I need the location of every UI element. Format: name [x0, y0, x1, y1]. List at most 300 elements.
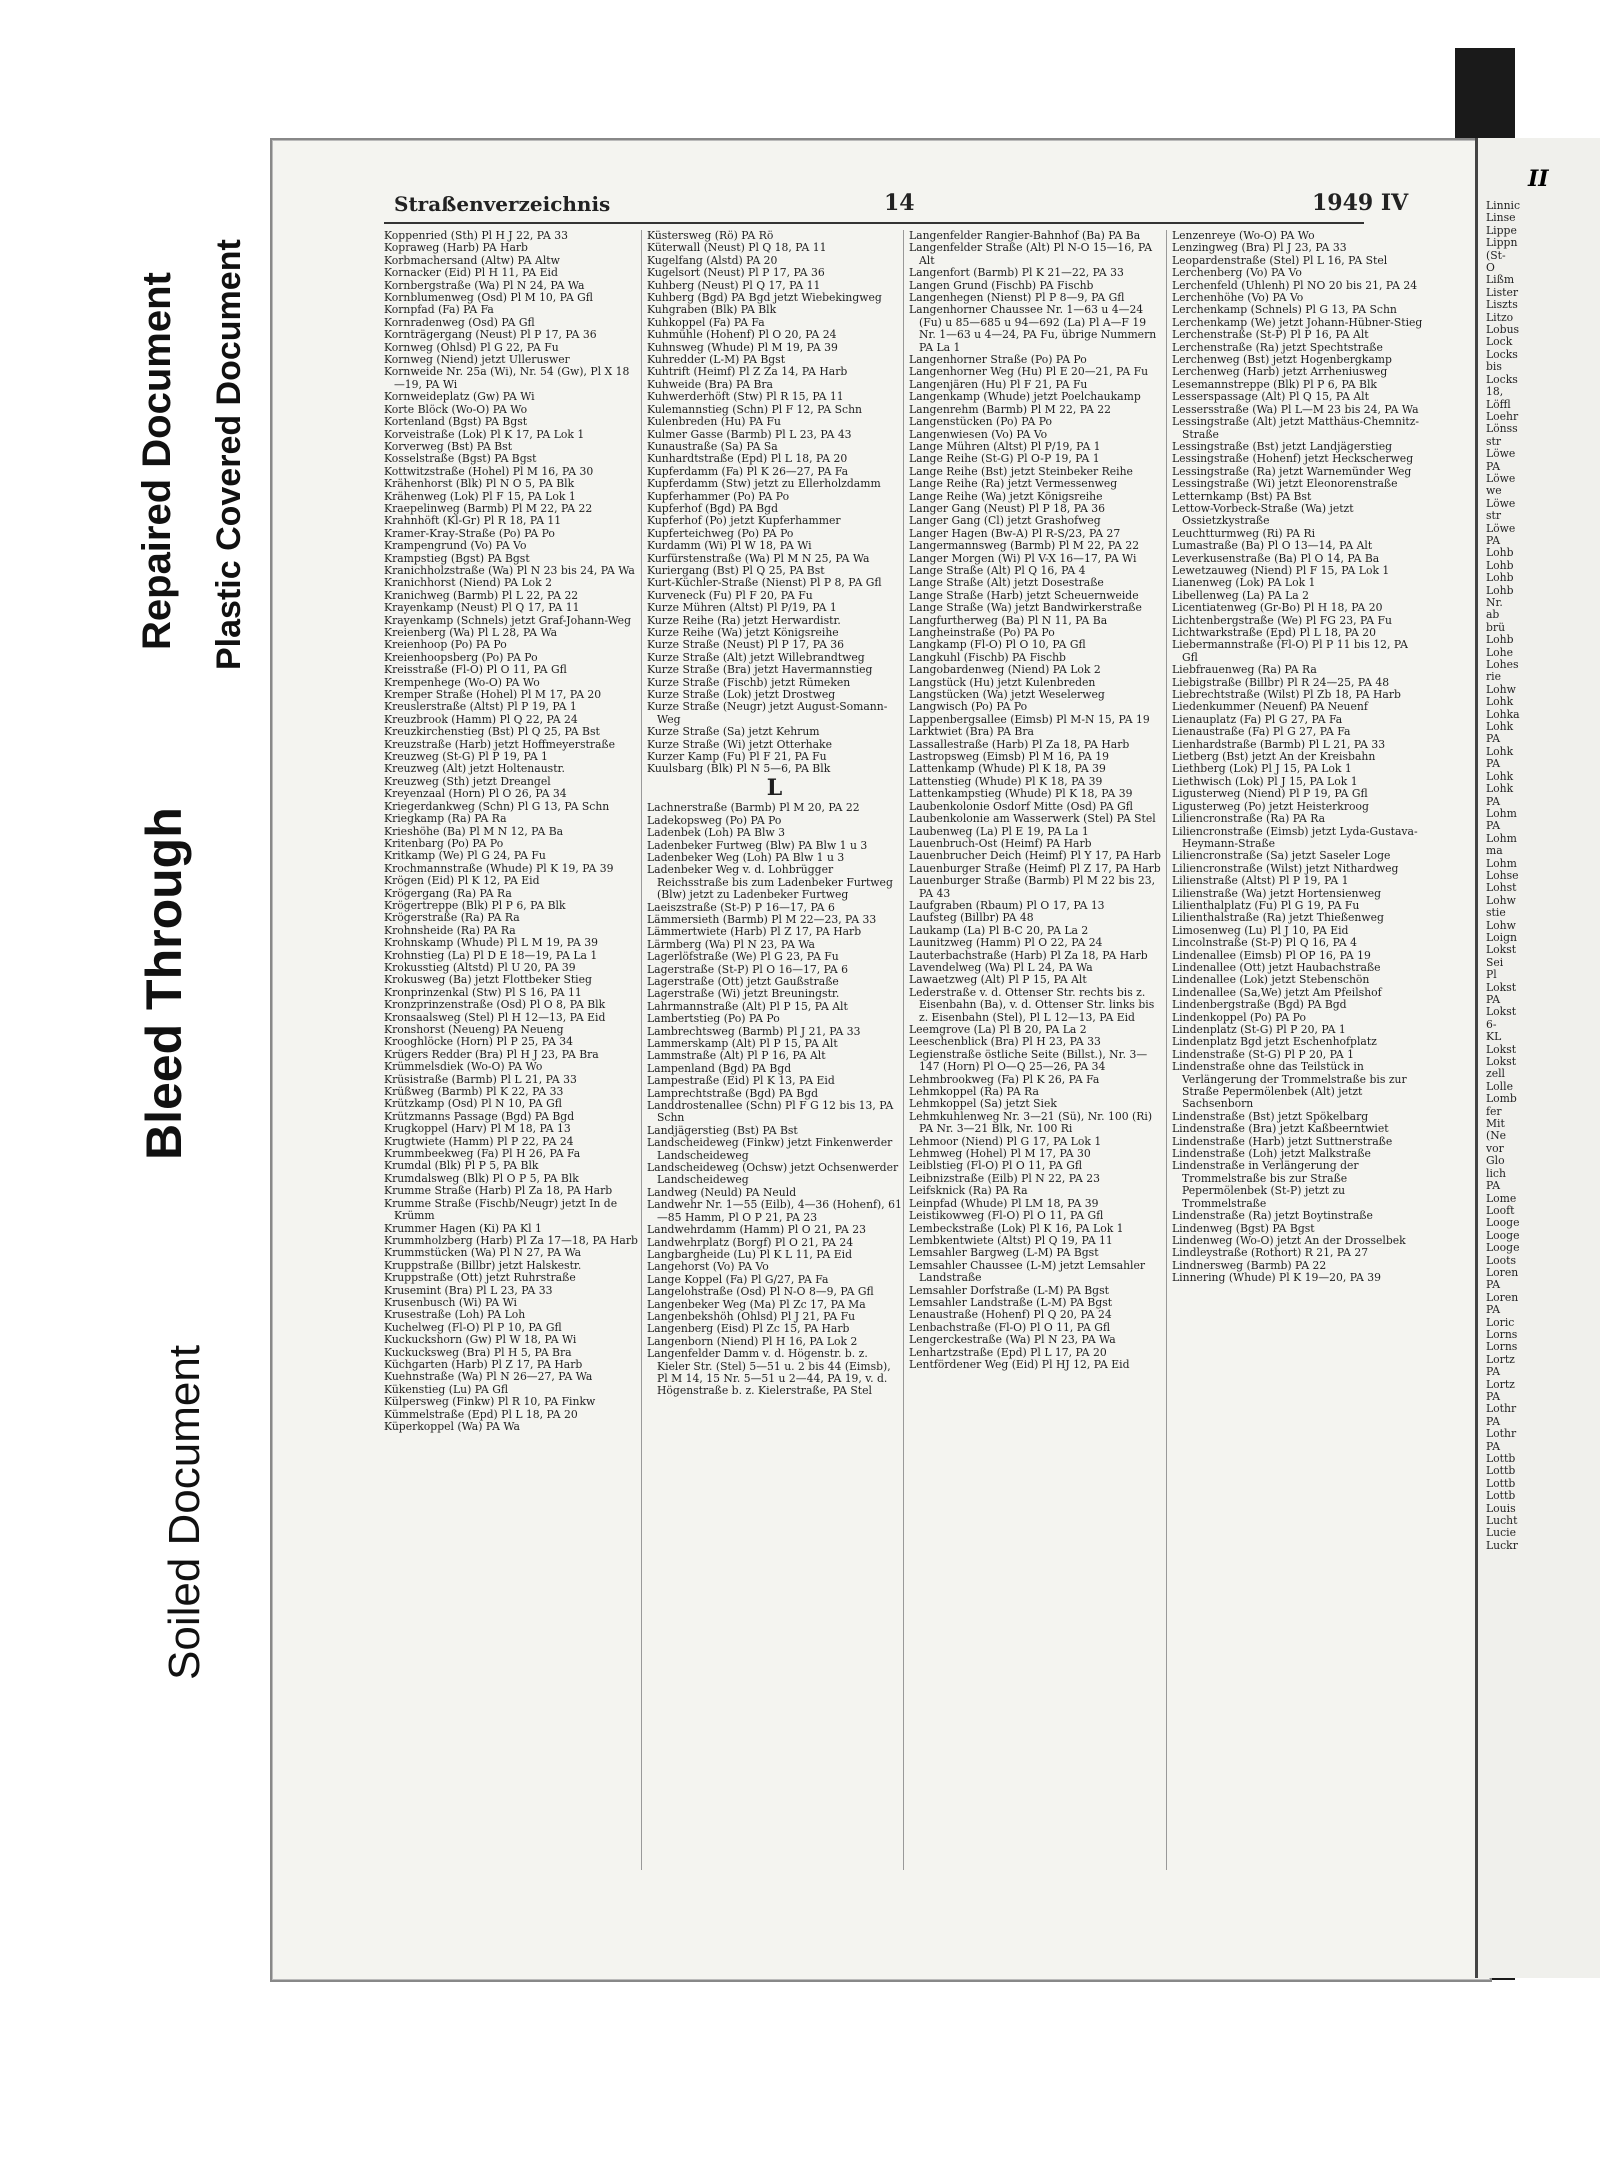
street-entry: Krohnstieg (La) Pl D E 18—19, PA La 1 — [384, 948, 598, 962]
street-entry: Lindenallee (Eimsb) Pl OP 16, PA 19 — [1172, 948, 1371, 962]
street-entry: Laufgraben (Rbaum) Pl O 17, PA 13 — [909, 898, 1105, 912]
page-year: 1949 IV — [1312, 190, 1409, 216]
next-page-line: 6- — [1486, 1017, 1497, 1031]
street-entry: Lindenplatz Bgd jetzt Eschenhofplatz — [1172, 1035, 1377, 1049]
street-entry: Külpersweg (Finkw) Pl R 10, PA Finkw — [384, 1395, 596, 1409]
street-entry: Lehmweg (Hohel) Pl M 17, PA 30 — [909, 1147, 1091, 1161]
next-page-line: Lippn — [1486, 236, 1518, 250]
street-entry: Lindenstraße in Verlängerung der Trommelstraße bis zur Straße Pepermölenbek (St-P) jetzt zu Trommelstraße — [1172, 1159, 1359, 1210]
street-entry: Lagerlöfstraße (We) Pl G 23, PA Fu — [647, 950, 839, 964]
street-entry: Kuchelweg (Fl-O) Pl P 10, PA Gfl — [384, 1320, 562, 1334]
soiled-document-label: Soiled Document — [160, 1344, 209, 1680]
next-page-line: Lohb — [1486, 583, 1514, 597]
street-entry: Kriegkamp (Ra) PA Ra — [384, 812, 507, 826]
street-entry: Kuriergang (Bst) Pl Q 25, PA Bst — [647, 563, 825, 577]
next-page-line: Lohw — [1486, 893, 1516, 907]
street-entry: Lehmbrookweg (Fa) Pl K 26, PA Fa — [909, 1072, 1100, 1086]
page-title: Straßenverzeichnis — [394, 192, 611, 216]
street-entry: Krögen (Eid) Pl K 12, PA Eid — [384, 874, 540, 888]
next-page-line: Louis — [1486, 1501, 1516, 1515]
street-entry: Leifsknick (Ra) PA Ra — [909, 1184, 1028, 1198]
next-page-line: Pl — [1486, 968, 1497, 982]
street-entry: Lindenplatz (St-G) Pl P 20, PA 1 — [1172, 1023, 1346, 1036]
street-entry: Kuhtrift (Heimf) Pl Z Za 14, PA Harb — [647, 365, 848, 379]
next-page-line: PA — [1486, 1303, 1501, 1317]
next-page-line: Loric — [1486, 1315, 1515, 1329]
street-entry: Libellenweg (La) PA La 2 — [1172, 588, 1310, 602]
next-page-line: Looft — [1486, 1203, 1515, 1217]
column-2 — [647, 230, 902, 1398]
street-entry: Lindleystraße (Rothort) R 21, PA 27 — [1172, 1246, 1369, 1260]
street-entry: Lauenbrucher Deich (Heimf) Pl Y 17, PA Harb — [909, 849, 1161, 863]
street-entry: Kuhberg (Bgd) PA Bgd jetzt Wiebekingweg — [647, 291, 882, 305]
street-entry: Lemsahler Chaussee (L-M) jetzt Lemsahler Landstraße — [909, 1258, 1146, 1285]
street-entry: Krummholzberg (Harb) Pl Za 17—18, PA Harb — [384, 1233, 638, 1247]
page-number: 14 — [884, 190, 915, 216]
next-page-line: rie — [1486, 670, 1502, 684]
street-entry: Lange Reihe (Ra) jetzt Vermessenweg — [909, 477, 1118, 491]
street-entry: Lindenstraße (Harb) jetzt Suttnerstraße — [1172, 1134, 1393, 1148]
street-entry: Kriegerdankweg (Schn) Pl G 13, PA Schn — [384, 799, 610, 813]
next-page-line: Lomb — [1486, 1092, 1517, 1106]
header-rule — [384, 222, 1364, 224]
street-entry: Kunaustraße (Sa) PA Sa — [647, 439, 778, 453]
column-divider — [641, 230, 642, 1870]
street-entry: Kruppstraße (Ott) jetzt Ruhrstraße — [384, 1271, 576, 1285]
street-entry: Kornbergstraße (Wa) Pl N 24, PA Wa — [384, 278, 585, 292]
next-page-line: Lome — [1486, 1191, 1517, 1205]
next-page-line: PA — [1486, 1365, 1501, 1379]
street-entry: Langer Gang (Neust) Pl P 18, PA 36 — [909, 501, 1106, 515]
next-page-line: Looge — [1486, 1216, 1520, 1230]
street-entry: Lietberg (Bst) jetzt An der Kreisbahn — [1172, 750, 1376, 764]
street-entry: Liebrechtstraße (Wilst) Pl Zb 18, PA Harb — [1172, 688, 1401, 702]
street-entry: Küterwall (Neust) Pl Q 18, PA 11 — [647, 241, 827, 255]
next-page-line: Lorns — [1486, 1340, 1518, 1354]
street-entry: Lilienthalplatz (Fu) Pl G 19, PA Fu — [1172, 898, 1360, 912]
street-entry: Kurze Reihe (Wa) jetzt Königsreihe — [647, 626, 839, 639]
street-entry: Korbmachersand (Altw) PA Altw — [384, 253, 560, 267]
street-entry: Kurze Straße (Neugr) jetzt August-Somann-Weg — [647, 700, 888, 726]
street-entry: Langehorst (Vo) PA Vo — [647, 1260, 769, 1274]
street-entry: Kremper Straße (Hohel) Pl M 17, PA 20 — [384, 688, 602, 702]
street-entry: Krüsistraße (Barmb) Pl L 21, PA 33 — [384, 1072, 577, 1086]
next-page-line: Lohst — [1486, 881, 1517, 895]
street-entry: Krützmanns Passage (Bgd) PA Bgd — [384, 1109, 575, 1123]
next-page-line: Locks — [1486, 372, 1518, 386]
street-entry: Kritkamp (We) Pl G 24, PA Fu — [384, 849, 546, 863]
street-entry: Lattenkamp (Whude) Pl K 18, PA 39 — [909, 762, 1106, 776]
next-page-line: Lohb — [1486, 558, 1514, 572]
street-entry: Krumme Straße (Harb) Pl Za 18, PA Harb — [384, 1184, 613, 1198]
street-entry: Langer Hagen (Bw-A) Pl R-S/23, PA 27 — [909, 526, 1121, 540]
street-entry: Liliencronstraße (Ra) PA Ra — [1172, 812, 1326, 826]
street-entry: Liebfrauenweg (Ra) PA Ra — [1172, 663, 1317, 677]
street-entry: Korveistraße (Lok) Pl K 17, PA Lok 1 — [384, 427, 585, 441]
next-page-line: Lothr — [1486, 1427, 1517, 1441]
next-page-line: PA — [1486, 819, 1501, 833]
street-entry: Laufsteg (Billbr) PA 48 — [909, 911, 1034, 925]
street-entry: Kronshorst (Neueng) PA Neueng — [384, 1023, 564, 1036]
street-entry: Lindenkoppel (Po) PA Po — [1172, 1010, 1306, 1024]
next-page-line: (Ne — [1486, 1129, 1507, 1143]
next-page-line: Löwe — [1486, 521, 1516, 535]
street-entry: Kreienberg (Wa) Pl L 28, PA Wa — [384, 626, 558, 639]
street-entry: Lewetzauweg (Niend) Pl F 15, PA Lok 1 — [1172, 563, 1390, 577]
next-page-line: brü — [1486, 620, 1506, 634]
next-page-line: we — [1486, 484, 1502, 498]
next-page-line: Loren — [1486, 1265, 1519, 1279]
street-entry: Leeschenblick (Bra) Pl H 23, PA 33 — [909, 1035, 1101, 1049]
next-page-line: Lohes — [1486, 658, 1519, 672]
street-entry: Kupferteichweg (Po) PA Po — [647, 526, 794, 540]
street-entry: Kronsaalsweg (Stel) Pl H 12—13, PA Eid — [384, 1010, 606, 1024]
street-entry: Ladenbeker Weg v. d. Lohbrügger Reichsstraße bis zum Ladenbeker Furtweg (Blw) jetzt zu Ladenbeker Furtweg — [647, 863, 893, 902]
street-entry: Küperkoppel (Wa) PA Wa — [384, 1420, 520, 1433]
street-entry: Langbargheide (Lu) Pl K L 11, PA Eid — [647, 1247, 853, 1261]
street-entry: Kupferhof (Po) jetzt Kupferhammer — [647, 514, 841, 528]
next-page-line: Lohk — [1486, 744, 1514, 758]
street-entry: Lauenburger Straße (Barmb) Pl M 22 bis 23, PA 43 — [909, 874, 1156, 900]
street-entry: Lenzingweg (Bra) Pl J 23, PA 33 — [1172, 241, 1347, 255]
street-entry: Lämmersieth (Barmb) Pl M 22—23, PA 33 — [647, 912, 877, 926]
street-entry: Langenberg (Eisd) Pl Zc 15, PA Harb — [647, 1322, 850, 1336]
street-entry: Krempenhege (Wo-O) PA Wo — [384, 675, 540, 689]
street-entry: Langenhorner Chaussee Nr. 1—63 u 4—24 (Fu) u 85—685 u 94—692 (La) Pl A—F 19 Nr. 1—63 u 4—24, PA Fu, übrige Nummern PA La 1 — [909, 303, 1157, 354]
next-page-line: Lolle — [1486, 1079, 1513, 1093]
street-entry: Liebermannstraße (Fl-O) Pl P 11 bis 12, PA Gfl — [1172, 638, 1408, 664]
street-entry: Kulenbreden (Hu) PA Fu — [647, 415, 781, 429]
street-entry: Lindenstraße (Ra) jetzt Boytinstraße — [1172, 1209, 1373, 1223]
street-entry: Lerchenhöhe (Vo) PA Vo — [1172, 291, 1304, 305]
street-entry: Kreisstraße (Fl-O) Pl O 11, PA Gfl — [384, 663, 567, 677]
street-entry: Liethberg (Lok) Pl J 15, PA Lok 1 — [1172, 762, 1352, 776]
street-entry: Lindenstraße ohne das Teilstück in Verlängerung der Trommelstraße bis zur Straße Pepermölenbek (Alt) jetzt Sachsenborn — [1172, 1060, 1407, 1111]
street-entry: Kreuslerstraße (Altst) Pl P 19, PA 1 — [384, 700, 577, 714]
street-entry: Langenjären (Hu) Pl F 21, PA Fu — [909, 377, 1088, 391]
street-entry: Lesserspassage (Alt) Pl Q 15, PA Alt — [1172, 390, 1369, 404]
street-entry: Langenfelder Damm v. d. Högenstr. b. z. Kieler Str. (Stel) 5—51 u. 2 bis 44 (Eimsb), Pl M 14, 15 Nr. 5—51 u 2—44, PA 19, v. d. Högenstraße b. z. Kielerstraße, PA Stel — [647, 1347, 891, 1398]
street-entry: Kritenbarg (Po) PA Po — [384, 836, 504, 850]
street-entry: Krahnhöft (Kl-Gr) Pl R 18, PA 11 — [384, 514, 562, 528]
next-page-sliver — [1475, 138, 1600, 1978]
street-entry: Lampestraße (Eid) Pl K 13, PA Eid — [647, 1074, 835, 1088]
next-page-line: lich — [1486, 1166, 1506, 1180]
street-entry: Ladenbeker Furtweg (Blw) PA Blw 1 u 3 — [647, 838, 868, 852]
street-entry: Lichtenbergstraße (We) Pl FG 23, PA Fu — [1172, 613, 1392, 627]
next-page-line: Lippe — [1486, 223, 1517, 237]
street-entry: Lehmoor (Niend) Pl G 17, PA Lok 1 — [909, 1134, 1102, 1148]
next-page-line: zell — [1486, 1067, 1505, 1081]
street-entry: Liliencronstraße (Sa) jetzt Saseler Loge — [1172, 849, 1391, 863]
street-entry: Kurze Straße (Alt) jetzt Willebrandtweg — [647, 650, 865, 664]
street-entry: Lammerskamp (Alt) Pl P 15, PA Alt — [647, 1037, 838, 1050]
next-page-line: PA — [1486, 993, 1501, 1006]
street-entry: Langkuhl (Fischb) PA Fischb — [909, 650, 1066, 664]
street-entry: Lengerckestraße (Wa) Pl N 23, PA Wa — [909, 1333, 1116, 1347]
street-entry: Liebigstraße (Billbr) Pl R 24—25, PA 48 — [1172, 675, 1390, 689]
next-page-line: Lohb — [1486, 633, 1514, 647]
street-entry: Linnering (Whude) Pl K 19—20, PA 39 — [1172, 1271, 1382, 1285]
street-entry: Kupferhof (Bgd) PA Bgd — [647, 501, 778, 515]
street-entry: Lange Reihe (Bst) jetzt Steinbeker Reihe — [909, 464, 1133, 478]
street-entry: Krützkamp (Osd) Pl N 10, PA Gfl — [384, 1097, 562, 1111]
street-entry: Kronprinzenkal (Stw) Pl S 16, PA 11 — [384, 985, 582, 999]
next-page-line: Löwe — [1486, 471, 1516, 485]
street-entry: Lange Reihe (St-G) Pl O-P 19, PA 1 — [909, 452, 1100, 466]
street-entry: Lerchenweg (Harb) jetzt Arrheniusweg — [1172, 365, 1388, 379]
street-entry: Lerchenstraße (Ra) jetzt Spechtstraße — [1172, 340, 1383, 354]
next-page-line: Lönss — [1486, 422, 1518, 436]
next-page-line: Lohk — [1486, 782, 1514, 796]
street-entry: Kornblumenweg (Osd) Pl M 10, PA Gfl — [384, 291, 593, 305]
next-page-line: Lohk — [1486, 769, 1514, 783]
column-4 — [1172, 230, 1427, 1285]
street-entry: Lindenallee (Lok) jetzt Stebenschön — [1172, 973, 1370, 987]
next-page-line: PA — [1486, 459, 1501, 473]
street-entry: Krummbeekweg (Fa) Pl H 26, PA Fa — [384, 1147, 581, 1161]
street-entry: Lambertstieg (Po) PA Po — [647, 1012, 780, 1026]
street-entry: Langer Morgen (Wi) Pl V-X 16—17, PA Wi — [909, 551, 1137, 565]
street-entry: Lessingstraße (Ra) jetzt Warnemünder Weg — [1172, 464, 1412, 478]
street-entry: Lauenbruch-Ost (Heimf) PA Harb — [909, 836, 1092, 850]
street-entry: Lindnersweg (Barmb) PA 22 — [1172, 1258, 1327, 1272]
street-entry: Langermannsweg (Barmb) Pl M 22, PA 22 — [909, 539, 1140, 553]
next-page-line: Loren — [1486, 1290, 1519, 1304]
street-entry: Leinpfad (Whude) Pl LM 18, PA 39 — [909, 1196, 1099, 1210]
next-page-line: Lohm — [1486, 806, 1517, 820]
next-page-line: Linnic — [1486, 199, 1521, 212]
street-entry: Lindenbergstraße (Bgd) PA Bgd — [1172, 998, 1347, 1012]
street-entry: Kurfürstenstraße (Wa) Pl M N 25, PA Wa — [647, 551, 870, 565]
street-entry: Lawaetzweg (Alt) Pl P 15, PA Alt — [909, 973, 1087, 987]
next-page-line: str — [1486, 434, 1502, 448]
street-entry: Langenfelder Rangier-Bahnhof (Ba) PA Ba — [909, 229, 1141, 242]
street-entry: Krayenkamp (Schnels) jetzt Graf-Johann-Weg — [384, 613, 631, 627]
street-entry: Ladenbek (Loh) PA Blw 3 — [647, 826, 786, 840]
next-page-line: ma — [1486, 844, 1503, 858]
street-entry: Leopardenstraße (Stel) Pl L 16, PA Stel — [1172, 253, 1388, 267]
street-entry: Lämmertwiete (Harb) Pl Z 17, PA Harb — [647, 925, 862, 939]
street-entry: Lattenstieg (Whude) Pl K 18, PA 39 — [909, 774, 1103, 788]
next-page-line: PA — [1486, 1278, 1501, 1292]
street-entry: Langobardenweg (Niend) PA Lok 2 — [909, 663, 1101, 677]
street-entry: Kurveneck (Fu) Pl F 20, PA Fu — [647, 588, 813, 602]
column-divider — [1166, 230, 1167, 1870]
street-entry: Leistikowweg (Fl-O) Pl O 11, PA Gfl — [909, 1209, 1104, 1223]
street-entry: Lerchenkamp (Schnels) Pl G 13, PA Schn — [1172, 303, 1397, 317]
street-entry: Lindenstraße (Loh) jetzt Malkstraße — [1172, 1147, 1371, 1161]
street-entry: Küstersweg (Rö) PA Rö — [647, 229, 774, 242]
street-entry: Lange Straße (Alt) jetzt Dosestraße — [909, 576, 1104, 590]
street-entry: Lessingstraße (Alt) jetzt Matthäus-Chemnitz-Straße — [1172, 415, 1420, 441]
street-entry: Kuulsbarg (Blk) Pl N 5—6, PA Blk — [647, 762, 831, 776]
street-entry: Langenfelder Straße (Alt) Pl N-O 15—16, PA Alt — [909, 241, 1153, 267]
street-entry: Legienstraße östliche Seite (Billst.), Nr. 3—147 (Horn) Pl O—Q 25—26, PA 34 — [909, 1047, 1148, 1074]
street-entry: Kurze Straße (Sa) jetzt Kehrum — [647, 725, 820, 739]
street-entry: Kreuzstraße (Harb) jetzt Hoffmeyerstraße — [384, 737, 616, 751]
street-entry: Lemsahler Dorfstraße (L-M) PA Bgst — [909, 1283, 1109, 1297]
street-entry: Kruppstraße (Billbr) jetzt Halskestr. — [384, 1258, 582, 1272]
street-entry: Lessingstraße (Hohenf) jetzt Heckscherweg — [1172, 452, 1414, 466]
next-page-line: str — [1486, 509, 1502, 523]
next-page-line: Loign — [1486, 930, 1517, 944]
next-page-column — [1486, 200, 1600, 1552]
street-entry: Letternkamp (Bst) PA Bst — [1172, 489, 1312, 503]
next-page-line: Lobus — [1486, 323, 1520, 337]
street-entry: Krügers Redder (Bra) Pl H J 23, PA Bra — [384, 1047, 599, 1061]
next-page-line: PA — [1486, 732, 1501, 746]
street-entry: Kugelsort (Neust) Pl P 17, PA 36 — [647, 266, 825, 280]
street-entry: Kurze Mühren (Altst) Pl P/19, PA 1 — [647, 601, 837, 615]
street-entry: Lammstraße (Alt) Pl P 16, PA Alt — [647, 1049, 826, 1063]
street-entry: Launitzweg (Hamm) Pl O 22, PA 24 — [909, 936, 1103, 950]
street-entry: Krochmannstraße (Whude) Pl K 19, PA 39 — [384, 861, 614, 875]
next-page-line: Linse — [1486, 211, 1516, 225]
street-entry: Kupferdamm (Fa) Pl K 26—27, PA Fa — [647, 464, 849, 478]
street-entry: Langenrehm (Barmb) Pl M 22, PA 22 — [909, 402, 1112, 416]
street-entry: Kornpfad (Fa) PA Fa — [384, 303, 494, 317]
street-entry: Krusemint (Bra) Pl L 23, PA 33 — [384, 1283, 553, 1297]
street-entry: Landscheideweg (Finkw) jetzt Finkenwerder Landscheideweg — [647, 1136, 893, 1162]
next-page-line: bis — [1486, 360, 1502, 374]
street-entry: Landweg (Neuld) PA Neuld — [647, 1185, 797, 1199]
street-entry: Krohnskamp (Whude) Pl L M 19, PA 39 — [384, 936, 598, 950]
street-entry: Kurze Straße (Bra) jetzt Havermannstieg — [647, 663, 873, 677]
street-entry: Landdrostenallee (Schn) Pl F G 12 bis 13, PA Schn — [647, 1099, 894, 1125]
street-entry: Krögerstraße (Ra) PA Ra — [384, 911, 520, 925]
street-entry: Lerchenstraße (St-P) Pl P 16, PA Alt — [1172, 328, 1369, 342]
next-page-line: Mit — [1486, 1117, 1505, 1131]
street-entry: Lambrechtsweg (Barmb) Pl J 21, PA 33 — [647, 1024, 861, 1038]
street-entry: Krögertreppe (Blk) Pl P 6, PA Blk — [384, 898, 566, 912]
street-entry: Lappenbergsallee (Eimsb) Pl M-N 15, PA 19 — [909, 712, 1150, 726]
next-page-line: Lottb — [1486, 1464, 1516, 1478]
street-entry: Krähenweg (Lok) Pl F 15, PA Lok 1 — [384, 489, 576, 503]
street-entry: Langenhorner Weg (Hu) Pl E 20—21, PA Fu — [909, 365, 1149, 379]
street-entry: Krugkoppel (Harv) Pl M 18, PA 13 — [384, 1122, 571, 1136]
street-entry: Lenaustraße (Hohenf) Pl Q 20, PA 24 — [909, 1308, 1112, 1322]
street-entry: Lilienthalstraße (Ra) jetzt Thießenweg — [1172, 911, 1384, 925]
next-page-line: PA — [1486, 1439, 1501, 1453]
street-entry: Lilienstraße (Wa) jetzt Hortensienweg — [1172, 886, 1382, 900]
street-entry: Kornträgergang (Neust) Pl P 17, PA 36 — [384, 328, 597, 342]
next-page-line: Loots — [1486, 1253, 1517, 1267]
street-entry: Krooghlöcke (Horn) Pl P 25, PA 34 — [384, 1035, 574, 1049]
street-entry: Lessingstraße (Wi) jetzt Eleonorenstraße — [1172, 477, 1398, 491]
street-entry: Lembkentwiete (Altst) Pl Q 19, PA 11 — [909, 1233, 1113, 1247]
street-entry: Kuhgraben (Blk) PA Blk — [647, 303, 777, 317]
street-entry: Landwehrdamm (Hamm) Pl O 21, PA 23 — [647, 1223, 866, 1237]
street-entry: Lienauplatz (Fa) Pl G 27, PA Fa — [1172, 712, 1343, 726]
street-entry: Leuchtturmweg (Ri) PA Ri — [1172, 526, 1316, 540]
street-entry: Langen Grund (Fischb) PA Fischb — [909, 278, 1094, 292]
street-entry: Kükenstieg (Lu) PA Gfl — [384, 1382, 509, 1396]
column-divider — [903, 230, 904, 1870]
next-page-line: Lucht — [1486, 1514, 1518, 1528]
street-entry: Lemsahler Landstraße (L-M) PA Bgst — [909, 1295, 1113, 1309]
next-page-line: Lißm — [1486, 273, 1515, 287]
street-entry: Lichtwarkstraße (Epd) Pl L 18, PA 20 — [1172, 626, 1377, 639]
next-page-line: Lorns — [1486, 1327, 1518, 1341]
street-entry: Kronzprinzenstraße (Osd) Pl O 8, PA Blk — [384, 998, 606, 1012]
street-entry: Lettow-Vorbeck-Straße (Wa) jetzt Ossietzkystraße — [1172, 501, 1354, 528]
street-entry: Kreuzweg (Alt) jetzt Holtenaustr. — [384, 762, 565, 776]
next-page-line: Lohm — [1486, 831, 1517, 845]
next-page-title: II — [1528, 166, 1549, 192]
next-page-line: Lohka — [1486, 707, 1520, 721]
street-entry: Kreuzweg (Sth) jetzt Dreangel — [384, 774, 551, 788]
next-page-line: PA — [1486, 1414, 1501, 1428]
next-page-line: Lokst — [1486, 980, 1517, 994]
street-entry: Lauenburger Straße (Heimf) Pl Z 17, PA Harb — [909, 861, 1161, 875]
street-entry: Krusestraße (Loh) PA Loh — [384, 1308, 526, 1322]
next-page-line: (St- — [1486, 248, 1506, 262]
street-entry: Kornweideplatz (Gw) PA Wi — [384, 390, 535, 404]
street-entry: Lindenstraße (Bra) jetzt Kaßbeerntwiet — [1172, 1122, 1389, 1136]
street-entry: Lessingstraße (Bst) jetzt Landjägerstieg — [1172, 439, 1393, 453]
street-entry: Kurze Straße (Fischb) jetzt Rümeken — [647, 675, 851, 689]
street-entry: Lenbachstraße (Fl-O) Pl O 11, PA Gfl — [909, 1320, 1111, 1334]
street-entry: Kulmer Gasse (Barmb) Pl L 23, PA 43 — [647, 427, 852, 441]
street-entry: Krummer Hagen (Ki) PA Kl 1 — [384, 1221, 542, 1235]
next-page-line: ab — [1486, 608, 1500, 622]
street-entry: Korverweg (Bst) PA Bst — [384, 439, 513, 453]
street-entry: Lilienstraße (Altst) Pl P 19, PA 1 — [1172, 874, 1349, 888]
street-entry: Landjägerstieg (Bst) PA Bst — [647, 1123, 798, 1137]
street-entry: Lindenallee (Sa,We) jetzt Am Pfeilshof — [1172, 985, 1382, 999]
street-entry: Lenzenreye (Wo-O) PA Wo — [1172, 229, 1315, 242]
street-entry: Kurze Straße (Wi) jetzt Otterhake — [647, 737, 832, 751]
street-entry: Krumdal (Blk) Pl P 5, PA Blk — [384, 1159, 539, 1173]
street-entry: Lessersstraße (Wa) Pl L—M 23 bis 24, PA Wa — [1172, 402, 1419, 416]
street-entry: Krusenbusch (Wi) PA Wi — [384, 1295, 517, 1309]
street-entry: Lastropsweg (Eimsb) Pl M 16, PA 19 — [909, 750, 1109, 764]
next-page-line: Lock — [1486, 335, 1513, 349]
next-page-line: Lottb — [1486, 1476, 1516, 1490]
next-page-line: Sei — [1486, 955, 1504, 969]
street-entry: Lindenweg (Bgst) PA Bgst — [1172, 1221, 1315, 1235]
street-entry: Langenfort (Barmb) Pl K 21—22, PA 33 — [909, 266, 1124, 280]
street-entry: Kümmelstraße (Epd) Pl L 18, PA 20 — [384, 1407, 578, 1421]
next-page-line: Loehr — [1486, 409, 1519, 423]
street-entry: Kulemannstieg (Schn) Pl F 12, PA Schn — [647, 402, 863, 416]
street-entry: Krümmelsdiek (Wo-O) PA Wo — [384, 1060, 543, 1074]
street-entry: Krieshöhe (Ba) Pl M N 12, PA Ba — [384, 824, 564, 838]
street-entry: Lindenallee (Ott) jetzt Haubachstraße — [1172, 960, 1381, 974]
street-entry: Krähenhorst (Blk) Pl N O 5, PA Blk — [384, 477, 575, 491]
street-entry: Krayenkamp (Neust) Pl Q 17, PA 11 — [384, 601, 580, 615]
street-entry: Lärmberg (Wa) Pl N 23, PA Wa — [647, 937, 815, 951]
street-entry: Lentfördener Weg (Eid) Pl HJ 12, PA Eid — [909, 1357, 1130, 1371]
next-page-line: Lokst — [1486, 1042, 1517, 1056]
street-entry: Kurzer Kamp (Fu) Pl F 21, PA Fu — [647, 750, 827, 764]
street-entry: Licentiatenweg (Gr-Bo) Pl H 18, PA 20 — [1172, 601, 1383, 615]
street-entry: Kuhnsweg (Whude) Pl M 19, PA 39 — [647, 340, 838, 354]
street-entry: Lederstraße v. d. Ottenser Str. rechts bis z. Eisenbahn (Ba), v. d. Ottenser Str. links bis z. Eisenbahn (Stel), Pl L 12—13, PA Eid — [909, 985, 1155, 1024]
street-entry: Kreuzweg (St-G) Pl P 19, PA 1 — [384, 750, 548, 764]
next-page-line: Litzo — [1486, 310, 1514, 324]
street-entry: Kreuzkirchenstieg (Bst) Pl Q 25, PA Bst — [384, 725, 600, 739]
next-page-line: Lohse — [1486, 868, 1519, 882]
street-entry: Leiblstieg (Fl-O) Pl O 11, PA Gfl — [909, 1159, 1083, 1173]
street-entry: Kuhwerderhöft (Stw) Pl R 15, PA 11 — [647, 390, 844, 404]
street-entry: Lange Mühren (Altst) Pl P/19, PA 1 — [909, 439, 1101, 453]
street-entry: Kranichholzstraße (Wa) Pl N 23 bis 24, PA Wa — [384, 563, 635, 577]
street-entry: Laeiszstraße (St-P) P 16—17, PA 6 — [647, 900, 835, 914]
street-entry: Langheinstraße (Po) PA Po — [909, 626, 1055, 639]
street-entry: Laubenkolonie am Wasserwerk (Stel) PA Stel — [909, 812, 1156, 826]
